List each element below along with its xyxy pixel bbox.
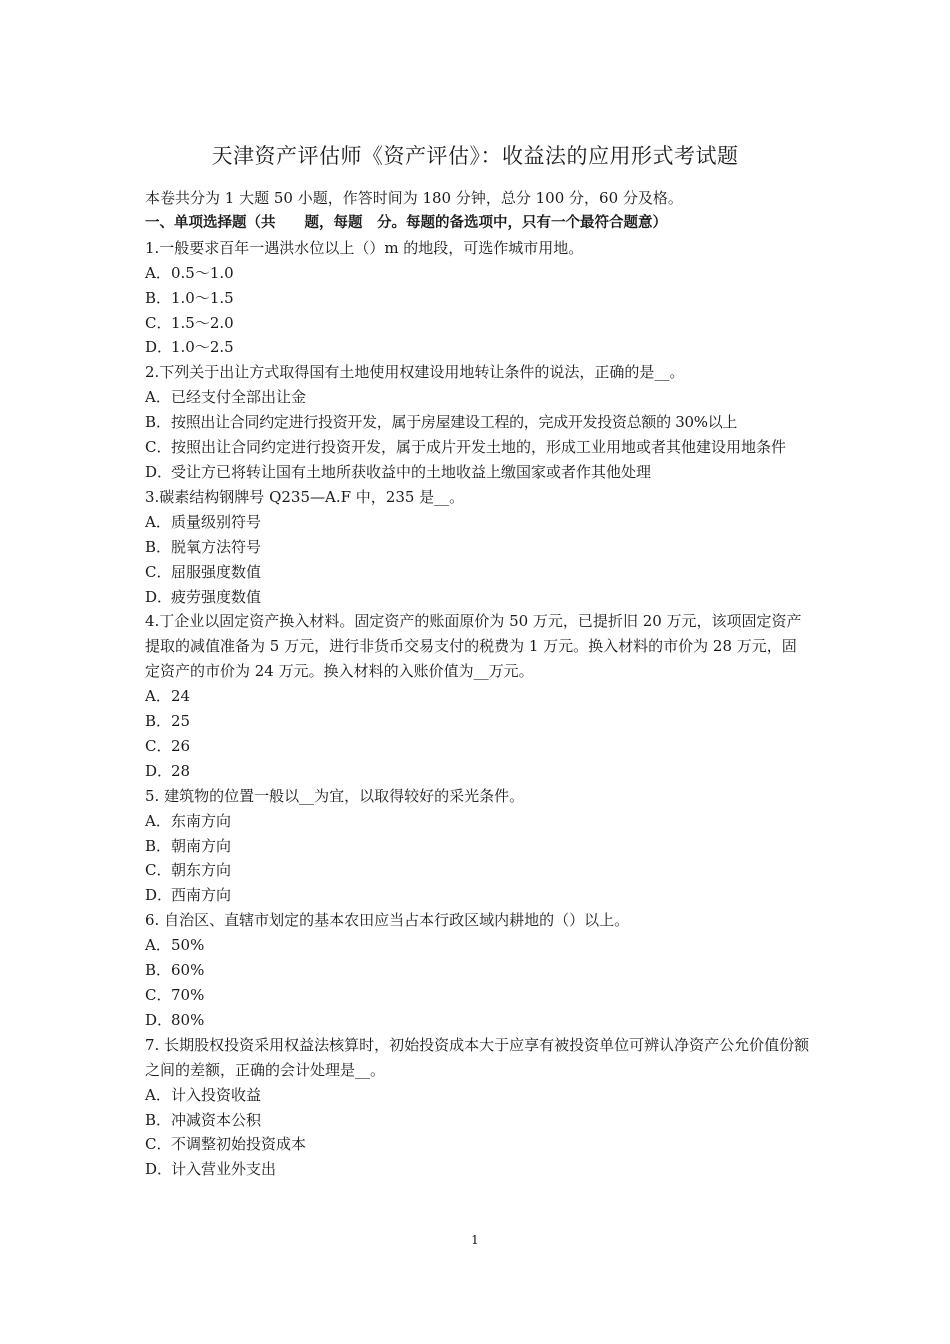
option-letter: C． [145, 313, 172, 332]
option-letter: D． [145, 1010, 173, 1029]
option-letter: A． [145, 263, 171, 282]
option-letter: B． [145, 537, 172, 556]
option-letter: D． [145, 761, 173, 780]
option-letter: A． [145, 687, 171, 706]
option-letter: D． [145, 587, 173, 606]
option-letter: A． [145, 388, 171, 407]
answer-option [145, 311, 810, 336]
option-letter: B． [145, 288, 172, 307]
question-stem: 6. 自治区、直辖市划定的基本农田应当占本行政区域内耕地的（）以上。 [145, 911, 630, 930]
question-stem: 3.碳素结构钢牌号 Q235—A.F 中，235 是__。 [145, 487, 465, 506]
answer-option [145, 510, 810, 535]
answer-option [145, 809, 810, 834]
option-letter: B． [145, 836, 172, 855]
answer-option [145, 286, 810, 311]
question-stem: 1.一般要求百年一遇洪水位以上（）m 的地段，可选作城市用地。 [145, 238, 584, 257]
answer-option [145, 858, 810, 883]
option-letter: A． [145, 512, 171, 531]
option-letter: C． [145, 861, 172, 880]
answer-option [145, 958, 810, 983]
option-text: 已经支付全部出让金 [171, 388, 307, 407]
answer-option [145, 933, 810, 958]
answer-option [145, 560, 810, 585]
option-text: 疲劳强度数值 [171, 587, 262, 606]
option-text: 1.0～2.5 [171, 338, 234, 357]
question-stem: 2.下列关于出让方式取得国有土地使用权建设用地转让条件的说法，正确的是__。 [145, 363, 685, 382]
answer-option [145, 460, 810, 485]
option-text: 东南方向 [171, 811, 232, 830]
answer-option [145, 1132, 810, 1157]
answer-option [145, 410, 810, 435]
option-text: 28 [171, 761, 191, 780]
option-letter: B． [145, 712, 172, 731]
document-title: 天津资产评估师《资产评估》：收益法的应用形式考试题 [211, 144, 739, 168]
option-text: 26 [171, 736, 191, 755]
option-text: 60% [171, 961, 205, 980]
option-text: 冲减资本公积 [171, 1110, 262, 1129]
answer-option [145, 734, 810, 759]
option-text: 计入营业外支出 [171, 1160, 277, 1179]
option-text: 脱氧方法符号 [171, 537, 262, 556]
option-letter: A． [145, 1085, 171, 1104]
option-letter: D． [145, 338, 173, 357]
option-letter: C． [145, 986, 172, 1004]
option-text: 50% [171, 936, 205, 955]
document-body [145, 186, 810, 1182]
option-letter: A． [145, 936, 171, 955]
option-text: 受让方已将转让国有土地所获收益中的土地收益上缴国家或者作其他处理 [171, 462, 652, 481]
option-text: 按照出让合同约定进行投资开发，属于成片开发土地的，形成工业用地或者其他建设用地条件 [171, 438, 787, 457]
option-text: 0.5～1.0 [171, 263, 234, 282]
option-letter: C． [145, 736, 172, 755]
option-text: 不调整初始投资成本 [171, 1135, 307, 1154]
option-letter: D． [145, 886, 173, 905]
answer-option [145, 1157, 810, 1182]
option-text: 计入投资收益 [171, 1085, 262, 1104]
option-letter: D． [145, 1160, 173, 1179]
option-letter: C． [145, 562, 172, 581]
option-letter: B． [145, 413, 172, 432]
exam-intro: 本卷共分为 1 大题 50 小题，作答时间为 180 分钟，总分 100 分，60 分及格。 [145, 189, 683, 207]
answer-option [145, 983, 810, 1008]
option-letter: A． [145, 811, 171, 830]
option-text: 质量级别符号 [171, 512, 262, 531]
option-text: 朝东方向 [171, 861, 232, 880]
option-text: 朝南方向 [171, 836, 232, 855]
answer-option [145, 585, 810, 610]
option-text: 1.0～1.5 [171, 288, 234, 307]
question-stem: 4.丁企业以固定资产换入材料。固定资产的账面原价为 50 万元，已提折旧 20 万元，该项固定资产提取的减值准备为 5 万元，进行非货币交易支付的税费为 1 万元。换入材料的市价为 28 万元，固定资产的市价为 24 万元。换入材料的入账价值为__万元。 [145, 612, 802, 681]
option-text: 80% [171, 1010, 205, 1029]
answer-option [145, 335, 810, 360]
answer-option [145, 385, 810, 410]
question-stem: 5. 建筑物的位置一般以__为宜，以取得较好的采光条件。 [145, 786, 525, 805]
answer-option [145, 261, 810, 286]
answer-option [145, 1008, 810, 1033]
option-text: 西南方向 [171, 886, 232, 905]
option-text: 70% [171, 986, 205, 1004]
option-letter: C． [145, 1135, 172, 1154]
option-text: 屈服强度数值 [171, 562, 262, 581]
answer-option [145, 684, 810, 709]
option-text: 1.5～2.0 [171, 313, 234, 332]
page-number: 1 [471, 1233, 479, 1247]
answer-option [145, 759, 810, 784]
answer-option [145, 834, 810, 859]
answer-option [145, 1083, 810, 1108]
answer-option [145, 535, 810, 560]
section-heading: 一、单项选择题（共 题，每题 分。每题的备选项中，只有一个最符合题意） [145, 214, 667, 231]
option-letter: B． [145, 1110, 172, 1129]
answer-option [145, 709, 810, 734]
option-text: 按照出让合同约定进行投资开发，属于房屋建设工程的，完成开发投资总额的 30%以上 [171, 413, 738, 432]
option-text: 25 [171, 712, 191, 731]
option-text: 24 [171, 687, 191, 706]
option-letter: D． [145, 462, 173, 481]
answer-option [145, 435, 810, 460]
option-letter: B． [145, 961, 172, 980]
answer-option [145, 1108, 810, 1133]
option-letter: C． [145, 438, 172, 457]
answer-option [145, 883, 810, 908]
question-stem: 7. 长期股权投资采用权益法核算时，初始投资成本大于应享有被投资单位可辨认净资产公允价值份额之间的差额，正确的会计处理是__。 [145, 1035, 810, 1079]
